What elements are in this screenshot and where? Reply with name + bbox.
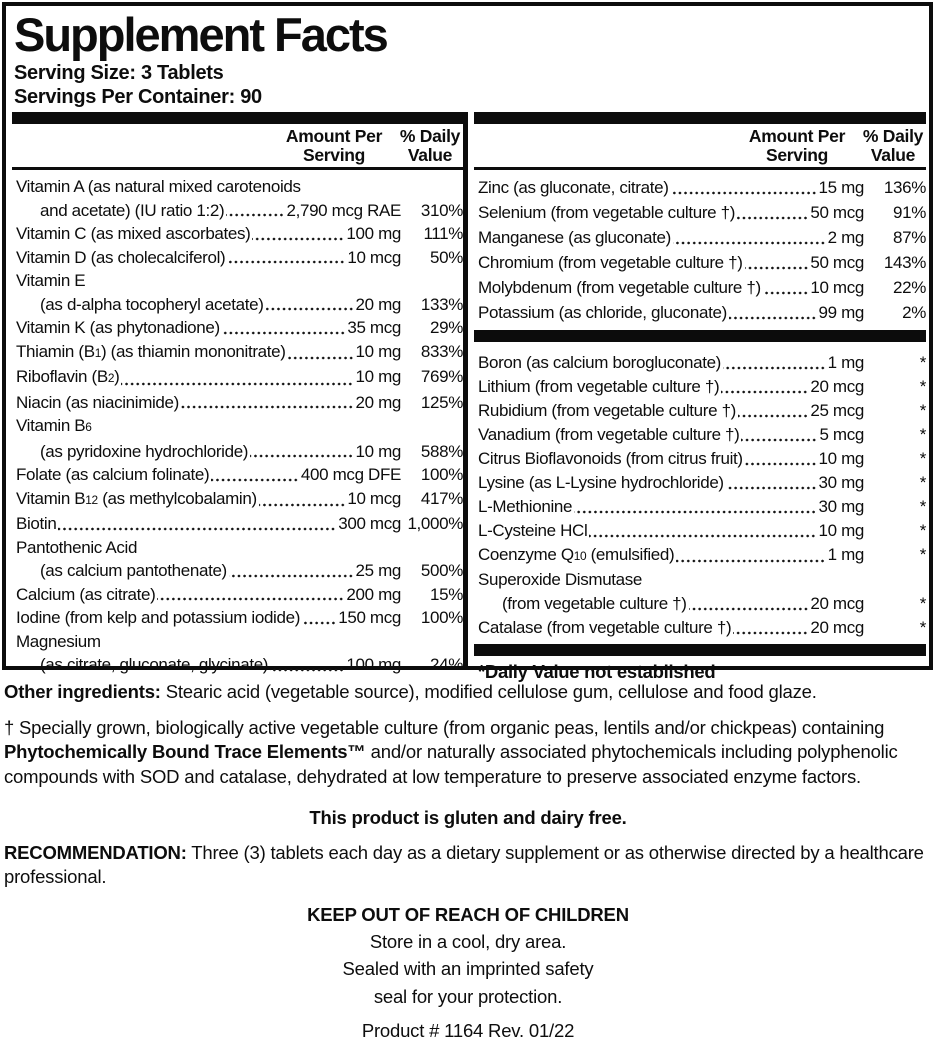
dot-leader	[745, 265, 809, 271]
nutrient-name: Potassium (as chloride, gluconate)	[478, 303, 727, 322]
nutrient-amount: 15 mg	[818, 178, 864, 197]
nutrient-name-wrap: Vitamin B 6	[16, 416, 92, 435]
dot-leader	[58, 526, 336, 532]
nutrient-row	[16, 222, 463, 246]
nutrient-row	[478, 225, 926, 250]
nutrient-amount: 10 mcg	[810, 278, 864, 297]
nutrient-amount: 30 mg	[818, 473, 864, 492]
right-column	[474, 112, 926, 683]
right-nutrient-rows-trace	[474, 346, 926, 640]
nutrient-name: Coenzyme Q10 (emulsified)	[478, 545, 675, 564]
dot-leader	[671, 190, 817, 196]
dot-leader	[737, 215, 808, 221]
nutrient-name-wrap: Pantothenic Acid	[16, 537, 138, 557]
nutrient-name: Iodine (from kelp and potassium iodide)	[16, 608, 301, 627]
storage-line: Sealed with an imprinted safety	[342, 958, 594, 979]
nutrient-amount: 25 mg	[355, 561, 401, 580]
nutrient-amount: 100 mg	[346, 224, 401, 243]
dot-leader	[211, 477, 299, 483]
nutrient-daily-value: 500%	[420, 561, 463, 580]
dot-leader	[745, 461, 817, 467]
nutrient-name: Zinc (as gluconate, citrate)	[478, 178, 669, 197]
nutrient-amount: 300 mcg	[338, 514, 401, 533]
nutrient-amount: 20 mcg	[810, 594, 864, 613]
dot-leader	[589, 533, 816, 539]
nutrient-amount: 99 mg	[818, 303, 864, 322]
dot-leader	[252, 236, 344, 242]
right-nutrient-rows-minerals	[474, 170, 926, 325]
supplement-facts-panel	[2, 2, 933, 682]
nutrient-daily-value: *	[919, 473, 926, 492]
nutrient-row	[478, 200, 926, 225]
column-divider	[463, 112, 468, 666]
dot-leader	[181, 404, 354, 410]
nutrient-row	[478, 568, 926, 616]
nutrient-daily-value: 29%	[430, 318, 463, 337]
right-header-bar	[474, 112, 926, 124]
right-column-headers	[474, 124, 926, 167]
nutrient-daily-value: *	[919, 545, 926, 564]
dot-leader	[741, 437, 817, 443]
nutrient-daily-value: 125%	[420, 392, 463, 412]
dot-leader	[729, 315, 817, 321]
nutrient-amount: 20 mcg	[810, 377, 864, 396]
nutrient-row	[16, 414, 463, 463]
dot-leader	[227, 259, 345, 265]
nutrient-daily-value: 2%	[902, 303, 926, 322]
nutrient-daily-value: *	[919, 401, 926, 420]
text-segment: † Specially grown, biologically active vegetable culture (from organic peas, lentils and/or chickpeas) containing	[4, 716, 885, 738]
nutrient-row	[16, 463, 463, 487]
storage-line: Store in a cool, dry area.	[369, 930, 567, 952]
nutrient-amount: 20 mg	[355, 294, 401, 314]
nutrient-amount: 10 mcg	[347, 247, 401, 267]
nutrient-row	[16, 512, 463, 536]
nutrient-amount: 10 mg	[818, 449, 864, 468]
dot-leader	[266, 306, 354, 312]
nutrient-name: Calcium (as citrate)	[16, 584, 156, 604]
dot-leader	[226, 212, 284, 218]
dot-leader	[157, 596, 344, 602]
recommendation-paragraph	[4, 841, 932, 890]
nutrient-row	[16, 316, 463, 340]
nutrient-daily-value: 769%	[420, 367, 463, 386]
nutrient-name: Vitamin D (as cholecalciferol)	[16, 247, 226, 267]
dot-leader	[229, 573, 354, 579]
nutrient-row	[478, 519, 926, 543]
nutrient-row	[16, 606, 463, 630]
nutrient-daily-value: 417%	[420, 488, 463, 508]
nutrient-name: Boron (as calcium borogluconate)	[478, 353, 721, 372]
nutrient-name: Selenium (from vegetable culture †)	[478, 203, 736, 222]
nutrient-name-wrap: Vitamin A (as natural mixed carotenoids	[16, 177, 301, 196]
nutrient-name: Chromium (from vegetable culture †)	[478, 253, 743, 272]
nutrient-daily-value: 1,000%	[407, 514, 463, 533]
dagger-note-paragraph	[4, 716, 932, 790]
nutrient-row	[478, 250, 926, 275]
nutrient-name: Citrus Bioflavonoids (from citrus fruit)	[478, 449, 743, 468]
nutrient-daily-value: 50%	[430, 247, 463, 267]
dot-leader	[259, 502, 346, 508]
nutrient-row	[16, 487, 463, 513]
nutrient-daily-value: 111%	[423, 224, 463, 243]
daily-value-header: % Daily Value	[399, 126, 461, 165]
nutrient-daily-value: 588%	[420, 441, 463, 461]
nutrient-amount: 25 mcg	[810, 401, 864, 420]
storage-line: seal for your protection.	[373, 985, 563, 1007]
nutrient-daily-value: 100%	[420, 608, 463, 627]
nutrient-name: Rubidium (from vegetable culture †)	[478, 401, 736, 420]
dot-leader	[288, 355, 354, 361]
text-segment: Three (3) tablets each day as a dietary supplement or as otherwise directed by a healthcare professional.	[4, 841, 924, 887]
nutrient-daily-value: *	[919, 618, 926, 637]
nutrient-name: Niacin (as niacinimide)	[16, 392, 179, 412]
dot-leader	[270, 667, 344, 673]
nutrient-daily-value: 24%	[430, 655, 463, 674]
dot-leader	[763, 290, 809, 296]
nutrient-name: Thiamin (B1) (as thiamin mononitrate)	[16, 341, 286, 361]
nutrient-name: Vitamin B12 (as methylcobalamin)	[16, 488, 257, 508]
nutrient-amount: 2,790 mcg RAE	[286, 200, 401, 220]
nutrient-daily-value: 91%	[893, 203, 926, 222]
nutrient-amount: 10 mcg	[347, 488, 401, 508]
footnote-divider-bar	[474, 644, 926, 656]
dot-leader	[673, 240, 826, 246]
amount-per-serving-header: Amount Per Serving	[285, 126, 383, 165]
nutrient-daily-value: *	[919, 353, 926, 372]
nutrient-name: Folate (as calcium folinate)	[16, 465, 210, 484]
nutrient-name: and acetate) (IU ratio 1:2)	[40, 200, 225, 220]
nutrient-row	[16, 246, 463, 270]
dot-leader	[250, 453, 353, 459]
gluten-dairy-note: This product is gluten and dairy free.	[309, 807, 627, 828]
nutrient-daily-value: 310%	[420, 200, 463, 220]
nutrient-row	[478, 543, 926, 568]
nutrient-daily-value: 133%	[420, 294, 463, 314]
nutrient-row	[478, 375, 926, 399]
nutrient-name: (from vegetable culture †)	[502, 594, 687, 613]
serving-size: Serving Size: 3 Tablets	[14, 61, 224, 84]
nutrient-row	[478, 399, 926, 423]
nutrient-row	[478, 495, 926, 519]
nutrient-name: (as d-alpha tocopheryl acetate)	[40, 294, 264, 314]
nutrient-name: Lithium (from vegetable culture †)	[478, 377, 720, 396]
title-block	[6, 6, 929, 109]
nutrient-row	[16, 630, 463, 677]
nutrient-name: Manganese (as gluconate)	[478, 228, 671, 247]
nutrient-daily-value: 87%	[893, 228, 926, 247]
nutrient-row	[478, 300, 926, 325]
nutrient-name: Vitamin C (as mixed ascorbates)	[16, 224, 251, 243]
panel-title: Supplement Facts	[14, 8, 387, 61]
dot-leader	[726, 485, 817, 491]
nutrient-row	[16, 583, 463, 607]
dot-leader	[721, 389, 808, 395]
nutrient-amount: 10 mg	[355, 441, 401, 461]
bold-text-segment: Phytochemically Bound Trace Elements™	[4, 741, 366, 762]
nutrient-daily-value: 143%	[883, 253, 926, 272]
nutrient-daily-value: 22%	[893, 278, 926, 297]
dot-leader	[733, 630, 808, 636]
nutrient-row	[478, 471, 926, 495]
nutrient-amount: 5 mcg	[819, 425, 864, 444]
nutrient-name: Catalase (from vegetable culture †)	[478, 618, 732, 637]
nutrient-daily-value: 833%	[420, 341, 463, 361]
nutrient-name: Vanadium (from vegetable culture †)	[478, 425, 740, 444]
nutrient-daily-value: *	[919, 521, 926, 540]
nutrient-daily-value: 136%	[883, 178, 926, 197]
nutrient-name: Vitamin K (as phytonadione)	[16, 318, 220, 337]
nutrient-name: L-Methionine	[478, 497, 573, 516]
nutrient-name: (as calcium pantothenate)	[40, 561, 227, 580]
nutrient-row	[16, 391, 463, 415]
dot-leader	[574, 509, 816, 515]
nutrient-row	[478, 616, 926, 640]
nutrient-amount: 50 mcg	[810, 203, 864, 222]
daily-value-header: % Daily Value	[862, 126, 924, 165]
dot-leader	[676, 558, 825, 564]
left-column	[12, 112, 463, 677]
nutrient-amount: 20 mcg	[810, 618, 864, 637]
nutrient-daily-value: *	[919, 425, 926, 444]
text-segment: and/or naturally associated phytochemicals including polyphenolic compounds with SOD and catalase, dehydrated at low temperature to preserve associated enzyme factors.	[4, 741, 898, 787]
label-footer	[4, 680, 932, 1044]
daily-value-footnote: *Daily Value not established	[478, 661, 716, 682]
nutrient-row	[478, 423, 926, 447]
nutrient-daily-value: *	[919, 497, 926, 516]
bold-text-segment: RECOMMENDATION:	[4, 841, 187, 863]
nutrient-amount: 150 mcg	[338, 608, 401, 627]
nutrient-name: Biotin	[16, 514, 57, 533]
nutrient-amount: 1 mg	[827, 545, 864, 564]
nutrient-amount: 10 mg	[818, 521, 864, 540]
nutrient-row	[16, 269, 463, 316]
nutrient-name-wrap: Magnesium	[16, 631, 101, 651]
product-number-line: Product # 1164 Rev. 01/22	[361, 1020, 575, 1041]
nutrient-row	[16, 365, 463, 391]
left-header-bar	[12, 112, 463, 124]
nutrient-amount: 35 mcg	[347, 318, 401, 337]
dot-leader	[738, 413, 808, 419]
nutrient-daily-value: *	[919, 449, 926, 468]
nutrient-row	[478, 447, 926, 471]
amount-per-serving-header: Amount Per Serving	[748, 126, 846, 165]
nutrient-amount: 50 mcg	[810, 253, 864, 272]
nutrient-amount: 400 mcg DFE	[300, 465, 401, 484]
nutrient-daily-value: *	[919, 377, 926, 396]
nutrient-amount: 10 mg	[355, 341, 401, 361]
nutrient-name: Lysine (as L-Lysine hydrochloride)	[478, 473, 724, 492]
nutrient-daily-value: 15%	[430, 584, 463, 604]
storage-instructions	[4, 928, 932, 1011]
bold-text-segment: Other ingredients:	[4, 681, 161, 702]
nutrient-name: (as pyridoxine hydrochloride)	[40, 441, 249, 461]
nutrient-amount: 20 mg	[355, 392, 401, 412]
nutrient-row	[478, 275, 926, 300]
nutrient-name-wrap: Vitamin E	[16, 271, 86, 290]
nutrient-row	[16, 340, 463, 366]
dot-leader	[121, 381, 353, 387]
nutrient-daily-value: *	[919, 594, 926, 613]
keep-out-warning: KEEP OUT OF REACH OF CHILDREN	[307, 903, 629, 925]
nutrient-amount: 100 mg	[346, 655, 401, 674]
dot-leader	[302, 620, 336, 626]
nutrient-amount: 30 mg	[818, 497, 864, 516]
left-nutrient-rows	[12, 170, 463, 677]
nutrient-amount: 200 mg	[346, 584, 401, 604]
nutrient-amount: 10 mg	[355, 367, 401, 386]
nutrient-row	[478, 351, 926, 375]
dot-leader	[222, 330, 346, 336]
dot-leader	[689, 606, 809, 612]
nutrient-row	[16, 175, 463, 222]
nutrient-daily-value: 100%	[420, 465, 463, 484]
nutrient-name: L-Cysteine HCl	[478, 521, 588, 540]
nutrient-name-wrap: Superoxide Dismutase	[478, 570, 643, 589]
nutrient-name: Molybdenum (from vegetable culture †)	[478, 278, 761, 297]
text-segment: Stearic acid (vegetable source), modified cellulose gum, cellulose and food glaze.	[160, 681, 817, 702]
nutrient-amount: 2 mg	[827, 228, 864, 247]
nutrient-amount: 1 mg	[827, 353, 864, 372]
left-column-headers	[12, 124, 463, 167]
servings-per-container: Servings Per Container: 90	[14, 85, 262, 108]
nutrient-name: (as citrate, gluconate, glycinate)	[40, 655, 269, 674]
other-ingredients-paragraph	[4, 680, 932, 705]
nutrient-row	[16, 536, 463, 583]
nutrient-name: Riboflavin (B2)	[16, 367, 120, 386]
dot-leader	[723, 365, 826, 371]
nutrient-row	[478, 175, 926, 200]
group-divider-bar	[474, 330, 926, 342]
